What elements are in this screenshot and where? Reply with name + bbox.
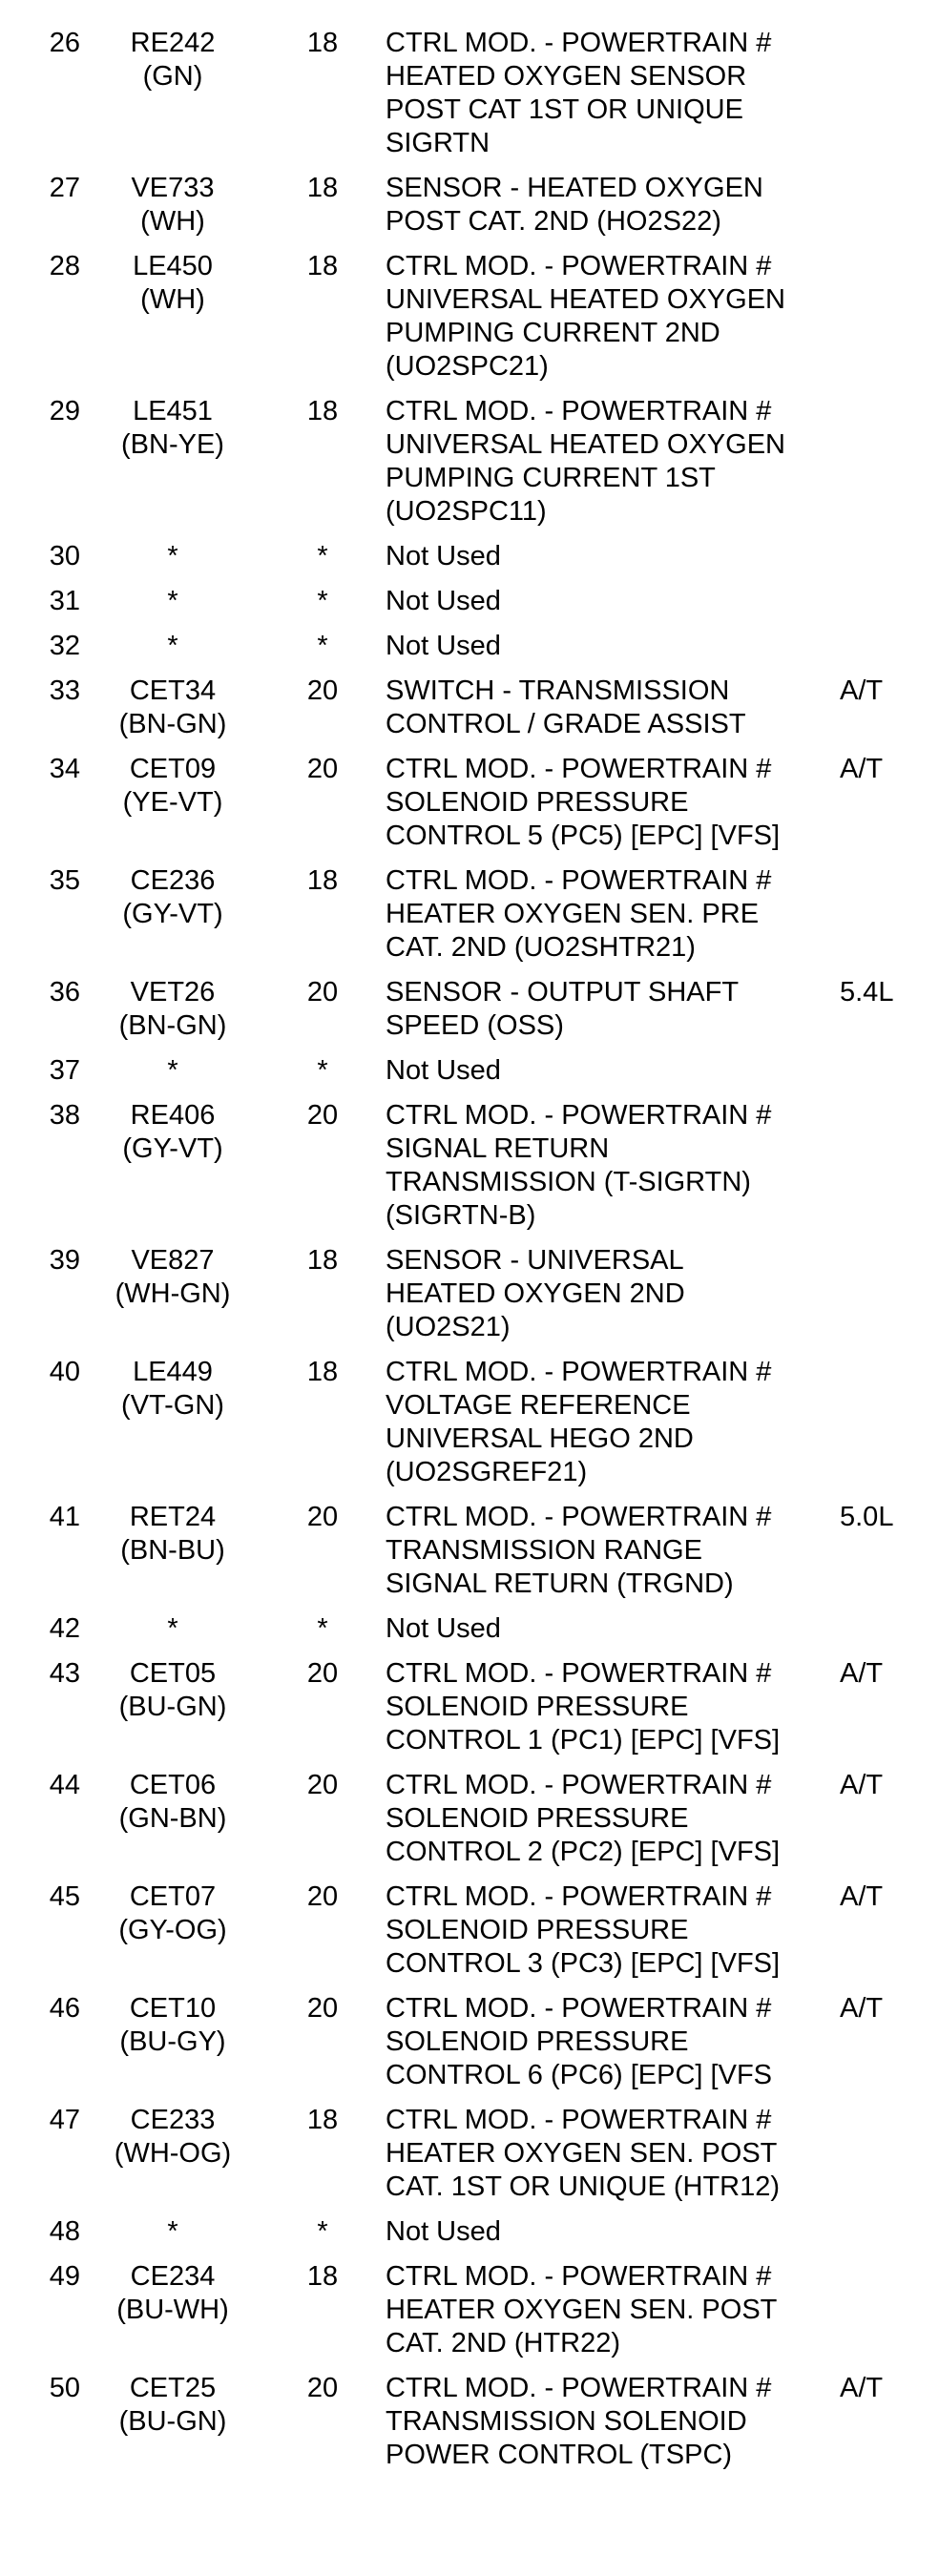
pin-number: 50 [49, 2373, 80, 2403]
wire-color: (VT-GN) [121, 1390, 224, 1421]
circuit-function [386, 1769, 834, 1880]
wire-gauge: 18 [306, 2105, 339, 2135]
circuit-function [386, 540, 834, 585]
wire-color: (BN-BU) [120, 1535, 225, 1566]
function-line: (UO2S21) [386, 1312, 511, 1342]
pin-number: 48 [49, 2216, 80, 2247]
function-line: CTRL MOD. - POWERTRAIN # [386, 396, 772, 426]
pin-row [0, 1244, 939, 1356]
circuit-function [386, 2215, 834, 2260]
wire-gauge: 18 [306, 2261, 339, 2292]
pin-number: 34 [49, 754, 80, 784]
circuit-id: CET06 [129, 1770, 217, 1800]
pin-row [0, 1054, 939, 1099]
circuit-cell [86, 2372, 260, 2483]
function-line: (SIGRTN-B) [386, 1200, 536, 1231]
circuit-cell [86, 864, 260, 976]
circuit-id: CET09 [129, 754, 217, 784]
circuit-function [386, 630, 834, 675]
circuit-id: RE242 [130, 28, 216, 58]
pin-row [0, 1501, 939, 1612]
wire-color: (GN) [142, 61, 203, 92]
wire-gauge: * [317, 2216, 328, 2247]
circuit-id: CET05 [129, 1658, 217, 1689]
option-condition [834, 864, 939, 976]
pin-row [0, 2215, 939, 2260]
function-line: CONTROL 2 (PC2) [EPC] [VFS] [386, 1837, 781, 1867]
wire-color: (BU-WH) [116, 2295, 229, 2325]
function-line: CTRL MOD. - POWERTRAIN # [386, 2261, 772, 2292]
circuit-cell [86, 1244, 260, 1356]
function-line: CTRL MOD. - POWERTRAIN # [386, 1357, 772, 1387]
pin-row [0, 2372, 939, 2483]
wire-gauge: 18 [306, 396, 339, 426]
pin-row [0, 675, 939, 753]
function-line: SWITCH - TRANSMISSION [386, 675, 730, 706]
pin-row [0, 630, 939, 675]
function-line: CTRL MOD. - POWERTRAIN # [386, 1502, 772, 1532]
option-condition [834, 1612, 939, 1657]
circuit-cell [86, 1099, 260, 1244]
function-line: TRANSMISSION RANGE [386, 1535, 702, 1566]
circuit-cell [86, 1501, 260, 1612]
circuit-id: * [167, 2216, 178, 2247]
function-line: SOLENOID PRESSURE [386, 1803, 689, 1834]
function-line: CONTROL 1 (PC1) [EPC] [VFS] [386, 1725, 781, 1755]
function-line: HEATER OXYGEN SEN. POST [386, 2138, 778, 2169]
pin-number: 46 [49, 1993, 80, 2024]
function-line: CONTROL / GRADE ASSIST [386, 709, 746, 739]
wire-gauge: * [317, 631, 328, 661]
function-line: CAT. 2ND (HTR22) [386, 2328, 620, 2358]
option-condition: 5.0L [840, 1502, 894, 1532]
circuit-function [386, 2372, 834, 2483]
pin-row [0, 1356, 939, 1501]
wire-color: (YE-VT) [122, 787, 223, 818]
wire-color: (BN-GN) [118, 709, 227, 739]
circuit-cell [86, 675, 260, 753]
pin-row [0, 753, 939, 864]
pinout-rows [0, 27, 939, 2483]
pin-number: 37 [49, 1055, 80, 1086]
circuit-id: CE234 [130, 2261, 216, 2292]
circuit-function [386, 585, 834, 630]
function-line: SPEED (OSS) [386, 1010, 564, 1041]
circuit-id: VE733 [131, 173, 215, 203]
function-line: Not Used [386, 631, 501, 661]
circuit-function [386, 1657, 834, 1769]
circuit-function [386, 1244, 834, 1356]
pin-row [0, 27, 939, 172]
circuit-function [386, 864, 834, 976]
pin-row [0, 395, 939, 540]
option-condition: A/T [840, 1770, 884, 1800]
circuit-function [386, 2260, 834, 2372]
pin-number: 49 [49, 2261, 80, 2292]
pin-number: 30 [49, 541, 80, 571]
wire-gauge: 18 [306, 1245, 339, 1276]
option-condition [834, 395, 939, 540]
function-line: CTRL MOD. - POWERTRAIN # [386, 1881, 772, 1912]
function-line: CTRL MOD. - POWERTRAIN # [386, 1658, 772, 1689]
option-condition: A/T [840, 1658, 884, 1689]
circuit-id: CE233 [130, 2105, 216, 2135]
circuit-id: RET24 [129, 1502, 217, 1532]
pin-number: 39 [49, 1245, 80, 1276]
wire-gauge: 20 [306, 754, 339, 784]
circuit-id: * [167, 586, 178, 616]
option-condition [834, 27, 939, 172]
circuit-function [386, 753, 834, 864]
function-line: Not Used [386, 1613, 501, 1644]
function-line: SOLENOID PRESSURE [386, 1692, 689, 1722]
function-line: SIGNAL RETURN (TRGND) [386, 1568, 734, 1599]
wire-color: (BU-GN) [118, 2406, 227, 2437]
function-line: HEATER OXYGEN SEN. PRE [386, 899, 760, 929]
circuit-function [386, 1612, 834, 1657]
wire-gauge: 18 [306, 28, 339, 58]
function-line: CTRL MOD. - POWERTRAIN # [386, 1993, 772, 2024]
pin-row [0, 1769, 939, 1880]
option-condition [834, 1356, 939, 1501]
option-condition [834, 250, 939, 395]
circuit-function [386, 1501, 834, 1612]
function-line: POWER CONTROL (TSPC) [386, 2440, 733, 2470]
circuit-cell [86, 976, 260, 1054]
pin-number: 45 [49, 1881, 80, 1912]
option-condition: A/T [840, 675, 884, 706]
option-condition [834, 2260, 939, 2372]
function-line: (UO2SPC21) [386, 351, 549, 382]
wire-color: (WH-GN) [115, 1278, 231, 1309]
function-line: Not Used [386, 541, 501, 571]
wire-color: (WH) [140, 206, 205, 237]
option-condition [834, 540, 939, 585]
circuit-id: CET10 [129, 1993, 217, 2024]
wire-gauge: 20 [306, 1770, 339, 1800]
function-line: CTRL MOD. - POWERTRAIN # [386, 2373, 772, 2403]
circuit-function [386, 250, 834, 395]
function-line: Not Used [386, 1055, 501, 1086]
circuit-id: CET07 [129, 1881, 217, 1912]
pin-number: 31 [49, 586, 80, 616]
wire-gauge: 20 [306, 1100, 339, 1131]
circuit-id: LE451 [133, 396, 213, 426]
pin-number: 47 [49, 2105, 80, 2135]
circuit-id: LE449 [133, 1357, 213, 1387]
wire-gauge: 20 [306, 1881, 339, 1912]
circuit-id: LE450 [133, 251, 213, 281]
circuit-cell [86, 1880, 260, 1992]
option-condition [834, 1054, 939, 1099]
function-line: CONTROL 6 (PC6) [EPC] [VFS [386, 2060, 772, 2090]
circuit-function [386, 976, 834, 1054]
pin-number: 28 [49, 251, 80, 281]
wire-gauge: 18 [306, 865, 339, 896]
circuit-id: * [167, 1055, 178, 1086]
circuit-function [386, 27, 834, 172]
wire-gauge: 18 [306, 251, 339, 281]
option-condition [834, 630, 939, 675]
wire-gauge: * [317, 1613, 328, 1644]
function-line: CTRL MOD. - POWERTRAIN # [386, 1100, 772, 1131]
function-line: CAT. 1ST OR UNIQUE (HTR12) [386, 2171, 781, 2202]
wire-color: (BU-GN) [118, 1692, 227, 1722]
wire-color: (GY-VT) [122, 899, 223, 929]
circuit-cell [86, 2104, 260, 2215]
wire-gauge: * [317, 541, 328, 571]
pin-row [0, 1099, 939, 1244]
pin-number: 26 [49, 28, 80, 58]
function-line: UNIVERSAL HEATED OXYGEN [386, 284, 785, 315]
circuit-cell [86, 250, 260, 395]
function-line: Not Used [386, 2216, 501, 2247]
function-line: (UO2SPC11) [386, 496, 547, 527]
circuit-cell [86, 753, 260, 864]
circuit-cell [86, 27, 260, 172]
circuit-function [386, 1099, 834, 1244]
circuit-id: CET34 [129, 675, 217, 706]
function-line: UNIVERSAL HEATED OXYGEN [386, 429, 785, 460]
wire-gauge: 18 [306, 173, 339, 203]
circuit-cell [86, 1612, 260, 1657]
circuit-cell [86, 1054, 260, 1099]
function-line: SENSOR - HEATED OXYGEN [386, 173, 763, 203]
function-line: VOLTAGE REFERENCE [386, 1390, 691, 1421]
function-line: SIGRTN [386, 128, 490, 158]
option-condition: A/T [840, 2373, 884, 2403]
wire-color: (BU-GY) [119, 2026, 226, 2057]
circuit-cell [86, 540, 260, 585]
pin-number: 44 [49, 1770, 80, 1800]
circuit-function [386, 1880, 834, 1992]
circuit-id: * [167, 631, 178, 661]
wire-gauge: * [317, 1055, 328, 1086]
circuit-id: CET25 [129, 2373, 217, 2403]
function-line: CTRL MOD. - POWERTRAIN # [386, 1770, 772, 1800]
wire-gauge: 20 [306, 1658, 339, 1689]
function-line: POST CAT. 2ND (HO2S22) [386, 206, 721, 237]
pin-row [0, 250, 939, 395]
option-condition [834, 172, 939, 250]
circuit-id: CE236 [130, 865, 216, 896]
circuit-function [386, 172, 834, 250]
circuit-id: VE827 [131, 1245, 215, 1276]
circuit-id: * [167, 541, 178, 571]
pin-number: 40 [49, 1357, 80, 1387]
function-line: CTRL MOD. - POWERTRAIN # [386, 865, 772, 896]
function-line: SOLENOID PRESSURE [386, 787, 689, 818]
wire-color: (BN-GN) [118, 1010, 227, 1041]
pin-number: 41 [49, 1502, 80, 1532]
circuit-id: VET26 [130, 977, 216, 1008]
pin-row [0, 1612, 939, 1657]
circuit-cell [86, 630, 260, 675]
function-line: CONTROL 5 (PC5) [EPC] [VFS] [386, 821, 781, 851]
option-condition: A/T [840, 754, 884, 784]
option-condition: A/T [840, 1881, 884, 1912]
pin-row [0, 864, 939, 976]
pin-row [0, 1992, 939, 2104]
function-line: CONTROL 3 (PC3) [EPC] [VFS] [386, 1948, 781, 1979]
function-line: SOLENOID PRESSURE [386, 1915, 689, 1945]
wire-gauge: 20 [306, 977, 339, 1008]
pin-row [0, 2104, 939, 2215]
circuit-function [386, 675, 834, 753]
wire-color: (WH) [140, 284, 205, 315]
circuit-cell [86, 1657, 260, 1769]
option-condition: A/T [840, 1993, 884, 2024]
function-line: CTRL MOD. - POWERTRAIN # [386, 251, 772, 281]
pin-number: 36 [49, 977, 80, 1008]
circuit-cell [86, 585, 260, 630]
wire-gauge: 20 [306, 1993, 339, 2024]
pin-number: 42 [49, 1613, 80, 1644]
pin-number: 29 [49, 396, 80, 426]
function-line: SENSOR - OUTPUT SHAFT [386, 977, 740, 1008]
circuit-cell [86, 172, 260, 250]
option-condition [834, 1099, 939, 1244]
circuit-function [386, 2104, 834, 2215]
pin-number: 27 [49, 173, 80, 203]
circuit-cell [86, 1992, 260, 2104]
wire-color: (WH-OG) [114, 2138, 232, 2169]
function-line: POST CAT 1ST OR UNIQUE [386, 94, 743, 125]
pin-row [0, 1880, 939, 1992]
circuit-function [386, 1356, 834, 1501]
wire-gauge: * [317, 586, 328, 616]
function-line: TRANSMISSION (T-SIGRTN) [386, 1167, 751, 1197]
circuit-cell [86, 1769, 260, 1880]
function-line: SENSOR - UNIVERSAL [386, 1245, 684, 1276]
function-line: HEATER OXYGEN SEN. POST [386, 2295, 778, 2325]
function-line: CTRL MOD. - POWERTRAIN # [386, 2105, 772, 2135]
function-line: Not Used [386, 586, 501, 616]
pin-row [0, 2260, 939, 2372]
function-line: PUMPING CURRENT 2ND [386, 318, 720, 348]
pin-row [0, 585, 939, 630]
function-line: TRANSMISSION SOLENOID [386, 2406, 747, 2437]
pin-number: 33 [49, 675, 80, 706]
circuit-id: * [167, 1613, 178, 1644]
wire-color: (GN-BN) [118, 1803, 227, 1834]
pin-row [0, 1657, 939, 1769]
circuit-function [386, 395, 834, 540]
pin-row [0, 976, 939, 1054]
wire-gauge: 18 [306, 1357, 339, 1387]
circuit-function [386, 1054, 834, 1099]
wire-gauge: 20 [306, 675, 339, 706]
function-line: CTRL MOD. - POWERTRAIN # [386, 28, 772, 58]
function-line: HEATED OXYGEN 2ND [386, 1278, 685, 1309]
function-line: CTRL MOD. - POWERTRAIN # [386, 754, 772, 784]
pin-row [0, 540, 939, 585]
pin-number: 32 [49, 631, 80, 661]
pin-number: 35 [49, 865, 80, 896]
circuit-id: RE406 [130, 1100, 216, 1131]
pin-number: 43 [49, 1658, 80, 1689]
circuit-function [386, 1992, 834, 2104]
connector-pinout-table [0, 27, 939, 2483]
function-line: UNIVERSAL HEGO 2ND [386, 1423, 694, 1454]
function-line: PUMPING CURRENT 1ST [386, 463, 716, 493]
wire-color: (GY-OG) [118, 1915, 227, 1945]
wire-gauge: 20 [306, 2373, 339, 2403]
function-line: HEATED OXYGEN SENSOR [386, 61, 747, 92]
wire-color: (GY-VT) [122, 1133, 223, 1164]
pin-number: 38 [49, 1100, 80, 1131]
option-condition [834, 2104, 939, 2215]
circuit-cell [86, 2215, 260, 2260]
function-line: (UO2SGREF21) [386, 1457, 588, 1487]
wire-color: (BN-YE) [121, 429, 224, 460]
wire-gauge: 20 [306, 1502, 339, 1532]
function-line: SIGNAL RETURN [386, 1133, 610, 1164]
function-line: CAT. 2ND (UO2SHTR21) [386, 932, 696, 963]
function-line: SOLENOID PRESSURE [386, 2026, 689, 2057]
pin-row [0, 172, 939, 250]
option-condition [834, 585, 939, 630]
option-condition [834, 1244, 939, 1356]
circuit-cell [86, 1356, 260, 1501]
option-condition: 5.4L [840, 977, 894, 1008]
circuit-cell [86, 395, 260, 540]
circuit-cell [86, 2260, 260, 2372]
option-condition [834, 2215, 939, 2260]
